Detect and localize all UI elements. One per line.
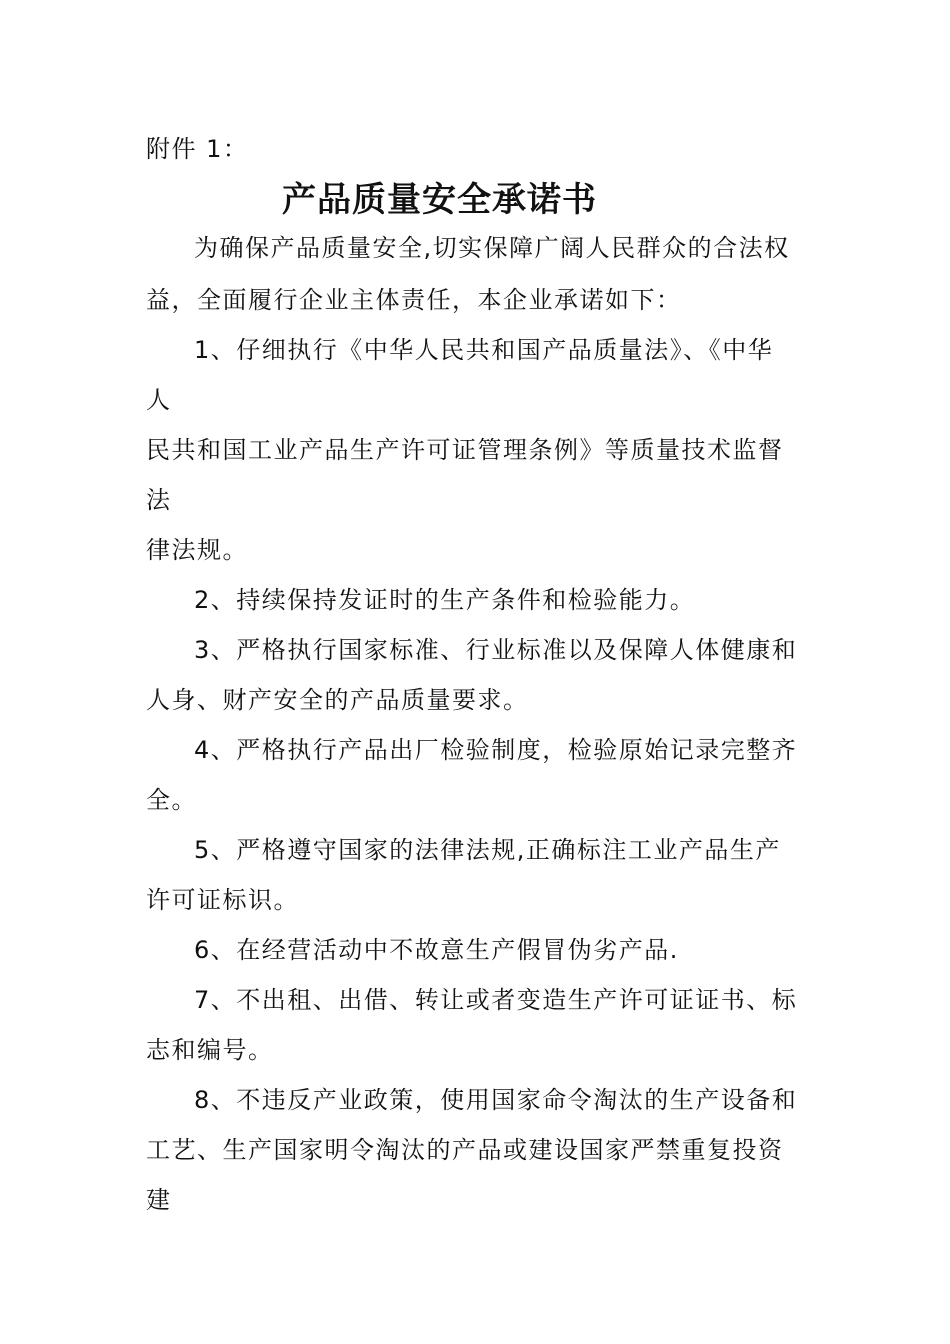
paragraph-line: 人 [146, 386, 172, 414]
paragraph-line: 许可证标识。 [146, 886, 299, 914]
paragraph-line: 律法规。 [146, 536, 248, 564]
paragraph-line: 6、在经营活动中不故意生产假冒伪劣产品. [194, 936, 679, 964]
paragraph-line: 7、不出租、出借、转让或者变造生产许可证证书、标 [194, 986, 798, 1014]
paragraph-line: 8、不违反产业政策，使用国家命令淘汰的生产设备和 [194, 1086, 798, 1114]
paragraph-line: 人身、财产安全的产品质量要求。 [146, 686, 529, 714]
paragraph-line: 4、严格执行产品出厂检验制度，检验原始记录完整齐 [194, 736, 798, 764]
paragraph-line: 益，全面履行企业主体责任，本企业承诺如下： [146, 286, 682, 314]
paragraph-line: 2、持续保持发证时的生产条件和检验能力。 [194, 586, 696, 614]
paragraph-line: 1、仔细执行《中华人民共和国产品质量法》、《中华 [194, 336, 774, 364]
paragraph-line: 建 [146, 1186, 172, 1214]
attachment-label: 附件 1： [146, 135, 249, 163]
paragraph-line: 工艺、生产国家明令淘汰的产品或建设国家严禁重复投资 [146, 1136, 784, 1164]
paragraph-line: 5、严格遵守国家的法律法规,正确标注工业产品生产 [194, 836, 781, 864]
paragraph-line: 全。 [146, 786, 197, 814]
paragraph-line: 民共和国工业产品生产许可证管理条例》等质量技术监督 [146, 436, 784, 464]
paragraph-line: 3、严格执行国家标准、行业标准以及保障人体健康和 [194, 636, 798, 664]
paragraph-line: 法 [146, 486, 172, 514]
document-title: 产品质量安全承诺书 [282, 180, 597, 220]
paragraph-line: 为确保产品质量安全,切实保障广阔人民群众的合法权 [194, 234, 790, 262]
paragraph-line: 志和编号。 [146, 1036, 274, 1064]
